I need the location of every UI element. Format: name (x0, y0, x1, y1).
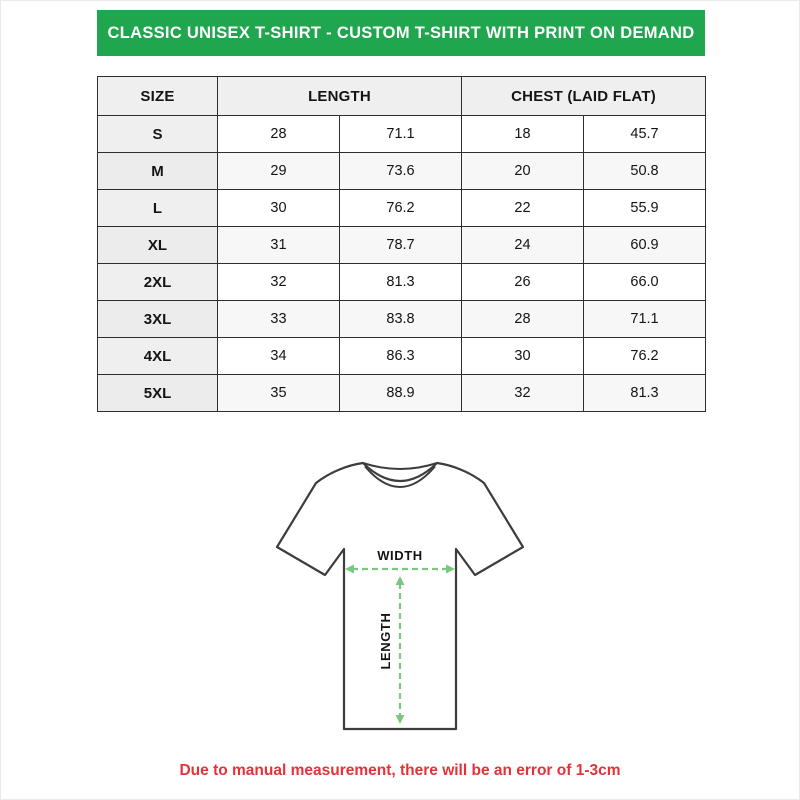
chest-in-cell: 22 (462, 190, 584, 227)
length-cm-cell: 76.2 (340, 190, 462, 227)
table-row (98, 116, 706, 153)
back-collar-line (363, 463, 437, 469)
length-in-cell: 28 (218, 116, 340, 153)
chest-cm-cell: 50.8 (584, 153, 706, 190)
width-label: WIDTH (377, 548, 423, 563)
chest-in-cell: 20 (462, 153, 584, 190)
length-in-cell: 31 (218, 227, 340, 264)
chest-in-cell: 30 (462, 338, 584, 375)
size-cell: 5XL (98, 375, 218, 412)
table-row (98, 153, 706, 190)
chest-cm-cell: 66.0 (584, 264, 706, 301)
length-cm-cell: 86.3 (340, 338, 462, 375)
chest-cm-cell: 81.3 (584, 375, 706, 412)
table-row (98, 338, 706, 375)
table-row (98, 301, 706, 338)
chest-cm-cell: 76.2 (584, 338, 706, 375)
tshirt-diagram (250, 441, 550, 753)
size-cell: L (98, 190, 218, 227)
chest-cm-cell: 55.9 (584, 190, 706, 227)
size-cell: 2XL (98, 264, 218, 301)
size-cell: S (98, 116, 218, 153)
chest-cm-cell: 45.7 (584, 116, 706, 153)
length-in-cell: 29 (218, 153, 340, 190)
length-in-cell: 35 (218, 375, 340, 412)
length-cm-cell: 73.6 (340, 153, 462, 190)
title-banner (97, 10, 705, 56)
size-cell: 4XL (98, 338, 218, 375)
size-cell: 3XL (98, 301, 218, 338)
size-cell: M (98, 153, 218, 190)
table-header-row (98, 77, 706, 116)
page-title: CLASSIC UNISEX T-SHIRT - CUSTOM T-SHIRT WITH PRINT ON DEMAND (107, 23, 695, 42)
chest-cm-cell: 60.9 (584, 227, 706, 264)
chest-in-cell: 28 (462, 301, 584, 338)
length-in-cell: 30 (218, 190, 340, 227)
tshirt-outline-svg (250, 441, 550, 753)
measurement-note: Due to manual measurement, there will be an error of 1-3cm (179, 762, 621, 779)
size-table (97, 76, 706, 412)
chest-in-cell: 32 (462, 375, 584, 412)
length-label: LENGTH (378, 612, 393, 670)
table-row (98, 190, 706, 227)
table-row (98, 264, 706, 301)
length-cm-cell: 78.7 (340, 227, 462, 264)
table-row (98, 375, 706, 412)
chest-cm-cell: 71.1 (584, 301, 706, 338)
chest-in-cell: 24 (462, 227, 584, 264)
length-cm-cell: 71.1 (340, 116, 462, 153)
length-cm-cell: 81.3 (340, 264, 462, 301)
size-cell: XL (98, 227, 218, 264)
chest-in-cell: 18 (462, 116, 584, 153)
col-header-size: SIZE (98, 77, 218, 116)
table-row (98, 227, 706, 264)
length-cm-cell: 83.8 (340, 301, 462, 338)
length-in-cell: 34 (218, 338, 340, 375)
length-in-cell: 32 (218, 264, 340, 301)
chest-in-cell: 26 (462, 264, 584, 301)
col-header-length: LENGTH (218, 77, 462, 116)
length-cm-cell: 88.9 (340, 375, 462, 412)
col-header-chest: CHEST (LAID FLAT) (462, 77, 706, 116)
length-in-cell: 33 (218, 301, 340, 338)
